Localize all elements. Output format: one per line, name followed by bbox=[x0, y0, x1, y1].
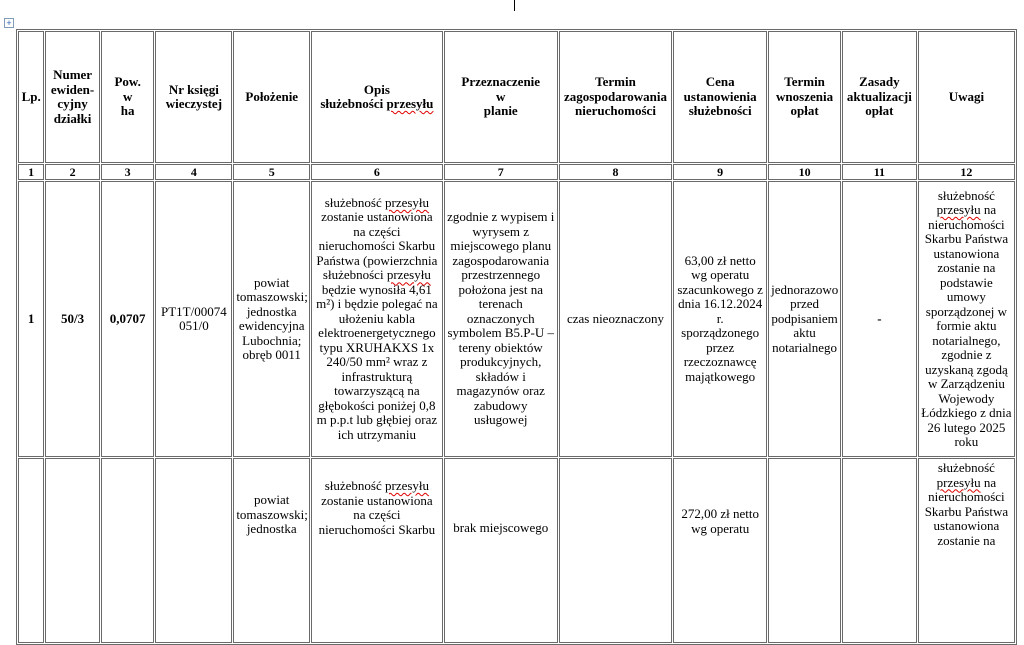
column-number: 1 bbox=[18, 164, 44, 180]
cell-opis: służebność przesyłu zostanie ustanowiona na części nieruchomości Skarbu bbox=[311, 458, 442, 643]
header-nr-ksiegi: Nr księgi wieczystej bbox=[155, 31, 232, 163]
header-lp: Lp. bbox=[18, 31, 44, 163]
column-number: 12 bbox=[918, 164, 1015, 180]
header-przeznaczenie: Przeznaczenie w planie bbox=[444, 31, 558, 163]
cell-zasady bbox=[842, 458, 917, 643]
column-number-row bbox=[18, 164, 1015, 180]
cell-termin-oplat bbox=[768, 458, 841, 643]
cell-termin-zagospodarowania bbox=[559, 458, 672, 643]
header-row bbox=[18, 31, 1015, 163]
column-number: 11 bbox=[842, 164, 917, 180]
header-uwagi: Uwagi bbox=[918, 31, 1015, 163]
header-opis: Opis służebności przesyłu bbox=[311, 31, 442, 163]
header-termin-zagospodarowania: Termin zagospodarowania nieruchomości bbox=[559, 31, 672, 163]
column-number: 5 bbox=[233, 164, 310, 180]
header-cena: Cena ustanowienia służebności bbox=[673, 31, 767, 163]
cell-cena: 63,00 zł netto wg operatu szacunkowego z dnia 16.12.2024 r. sporządzonego przez rzeczoznawcę majątkowego bbox=[673, 181, 767, 457]
header-numer-dzialki: Numer ewiden- cyjny działki bbox=[45, 31, 100, 163]
header-zasady: Zasady aktualizacji opłat bbox=[842, 31, 917, 163]
header-powierzchnia: Pow. w ha bbox=[101, 31, 155, 163]
easement-register-table bbox=[16, 29, 1017, 645]
table-row bbox=[18, 181, 1015, 457]
column-number: 10 bbox=[768, 164, 841, 180]
cell-termin-oplat: jednorazowo przed podpisaniem aktu notarialnego bbox=[768, 181, 841, 457]
cell-lp bbox=[18, 458, 44, 643]
column-number: 8 bbox=[559, 164, 672, 180]
cell-uwagi: służebność przesyłu na nieruchomości Skarbu Państwa ustanowiona zostanie na bbox=[918, 458, 1015, 643]
cell-numer-dzialki bbox=[45, 458, 100, 643]
column-number: 3 bbox=[101, 164, 155, 180]
cell-opis: służebność przesyłu zostanie ustanowiona na części nieruchomości Skarbu Państwa (powierzchnia służebności przesyłu będzie wynosiła 4,61 m²) i będzie polegać na ułożeniu kabla elektroenergetycznego typu XRUHAKXS 1x 240/50 mm² wraz z infrastrukturą towarzyszącą na głębokości poniżej 0,8 m p.p.t lub głębiej oraz ich utrzymaniu bbox=[311, 181, 442, 457]
column-number: 4 bbox=[155, 164, 232, 180]
cell-przeznaczenie: brak miejscowego bbox=[444, 458, 558, 643]
table-move-handle-icon[interactable]: + bbox=[4, 18, 14, 28]
cell-powierzchnia: 0,0707 bbox=[101, 181, 155, 457]
cell-lp: 1 bbox=[18, 181, 44, 457]
column-number: 2 bbox=[45, 164, 100, 180]
cell-uwagi: służebność przesyłu na nieruchomości Skarbu Państwa ustanowiona zostanie na podstawie umowy sporządzonej w formie aktu notarialnego, zgodnie z uzyskaną zgodą w Zarządzeniu Wojewody Łódzkiego z dnia 26 lutego 2025 roku bbox=[918, 181, 1015, 457]
cell-powierzchnia bbox=[101, 458, 155, 643]
column-number: 7 bbox=[444, 164, 558, 180]
cell-przeznaczenie: zgodnie z wypisem i wyrysem z miejscowego planu zagospodarowania przestrzennego położona jest na terenach oznaczonych symbolem B5.P-U – tereny obiektów produkcyjnych, składów i magazynów oraz zabudowy usługowej bbox=[444, 181, 558, 457]
header-polozenie: Położenie bbox=[233, 31, 310, 163]
column-number: 6 bbox=[311, 164, 442, 180]
cell-nr-ksiegi bbox=[155, 458, 232, 643]
table-row bbox=[18, 458, 1015, 643]
cell-numer-dzialki: 50/3 bbox=[45, 181, 100, 457]
cell-zasady: - bbox=[842, 181, 917, 457]
cell-polozenie: powiat tomaszowski; jednostka bbox=[233, 458, 310, 643]
cell-nr-ksiegi: PT1T/00074 051/0 bbox=[155, 181, 232, 457]
column-number: 9 bbox=[673, 164, 767, 180]
text-cursor bbox=[514, 0, 515, 11]
cell-cena: 272,00 zł netto wg operatu bbox=[673, 458, 767, 643]
cell-polozenie: powiat tomaszowski; jednostka ewidencyjna Lubochnia; obręb 0011 bbox=[233, 181, 310, 457]
header-termin-oplat: Termin wnoszenia opłat bbox=[768, 31, 841, 163]
cell-termin-zagospodarowania: czas nieoznaczony bbox=[559, 181, 672, 457]
